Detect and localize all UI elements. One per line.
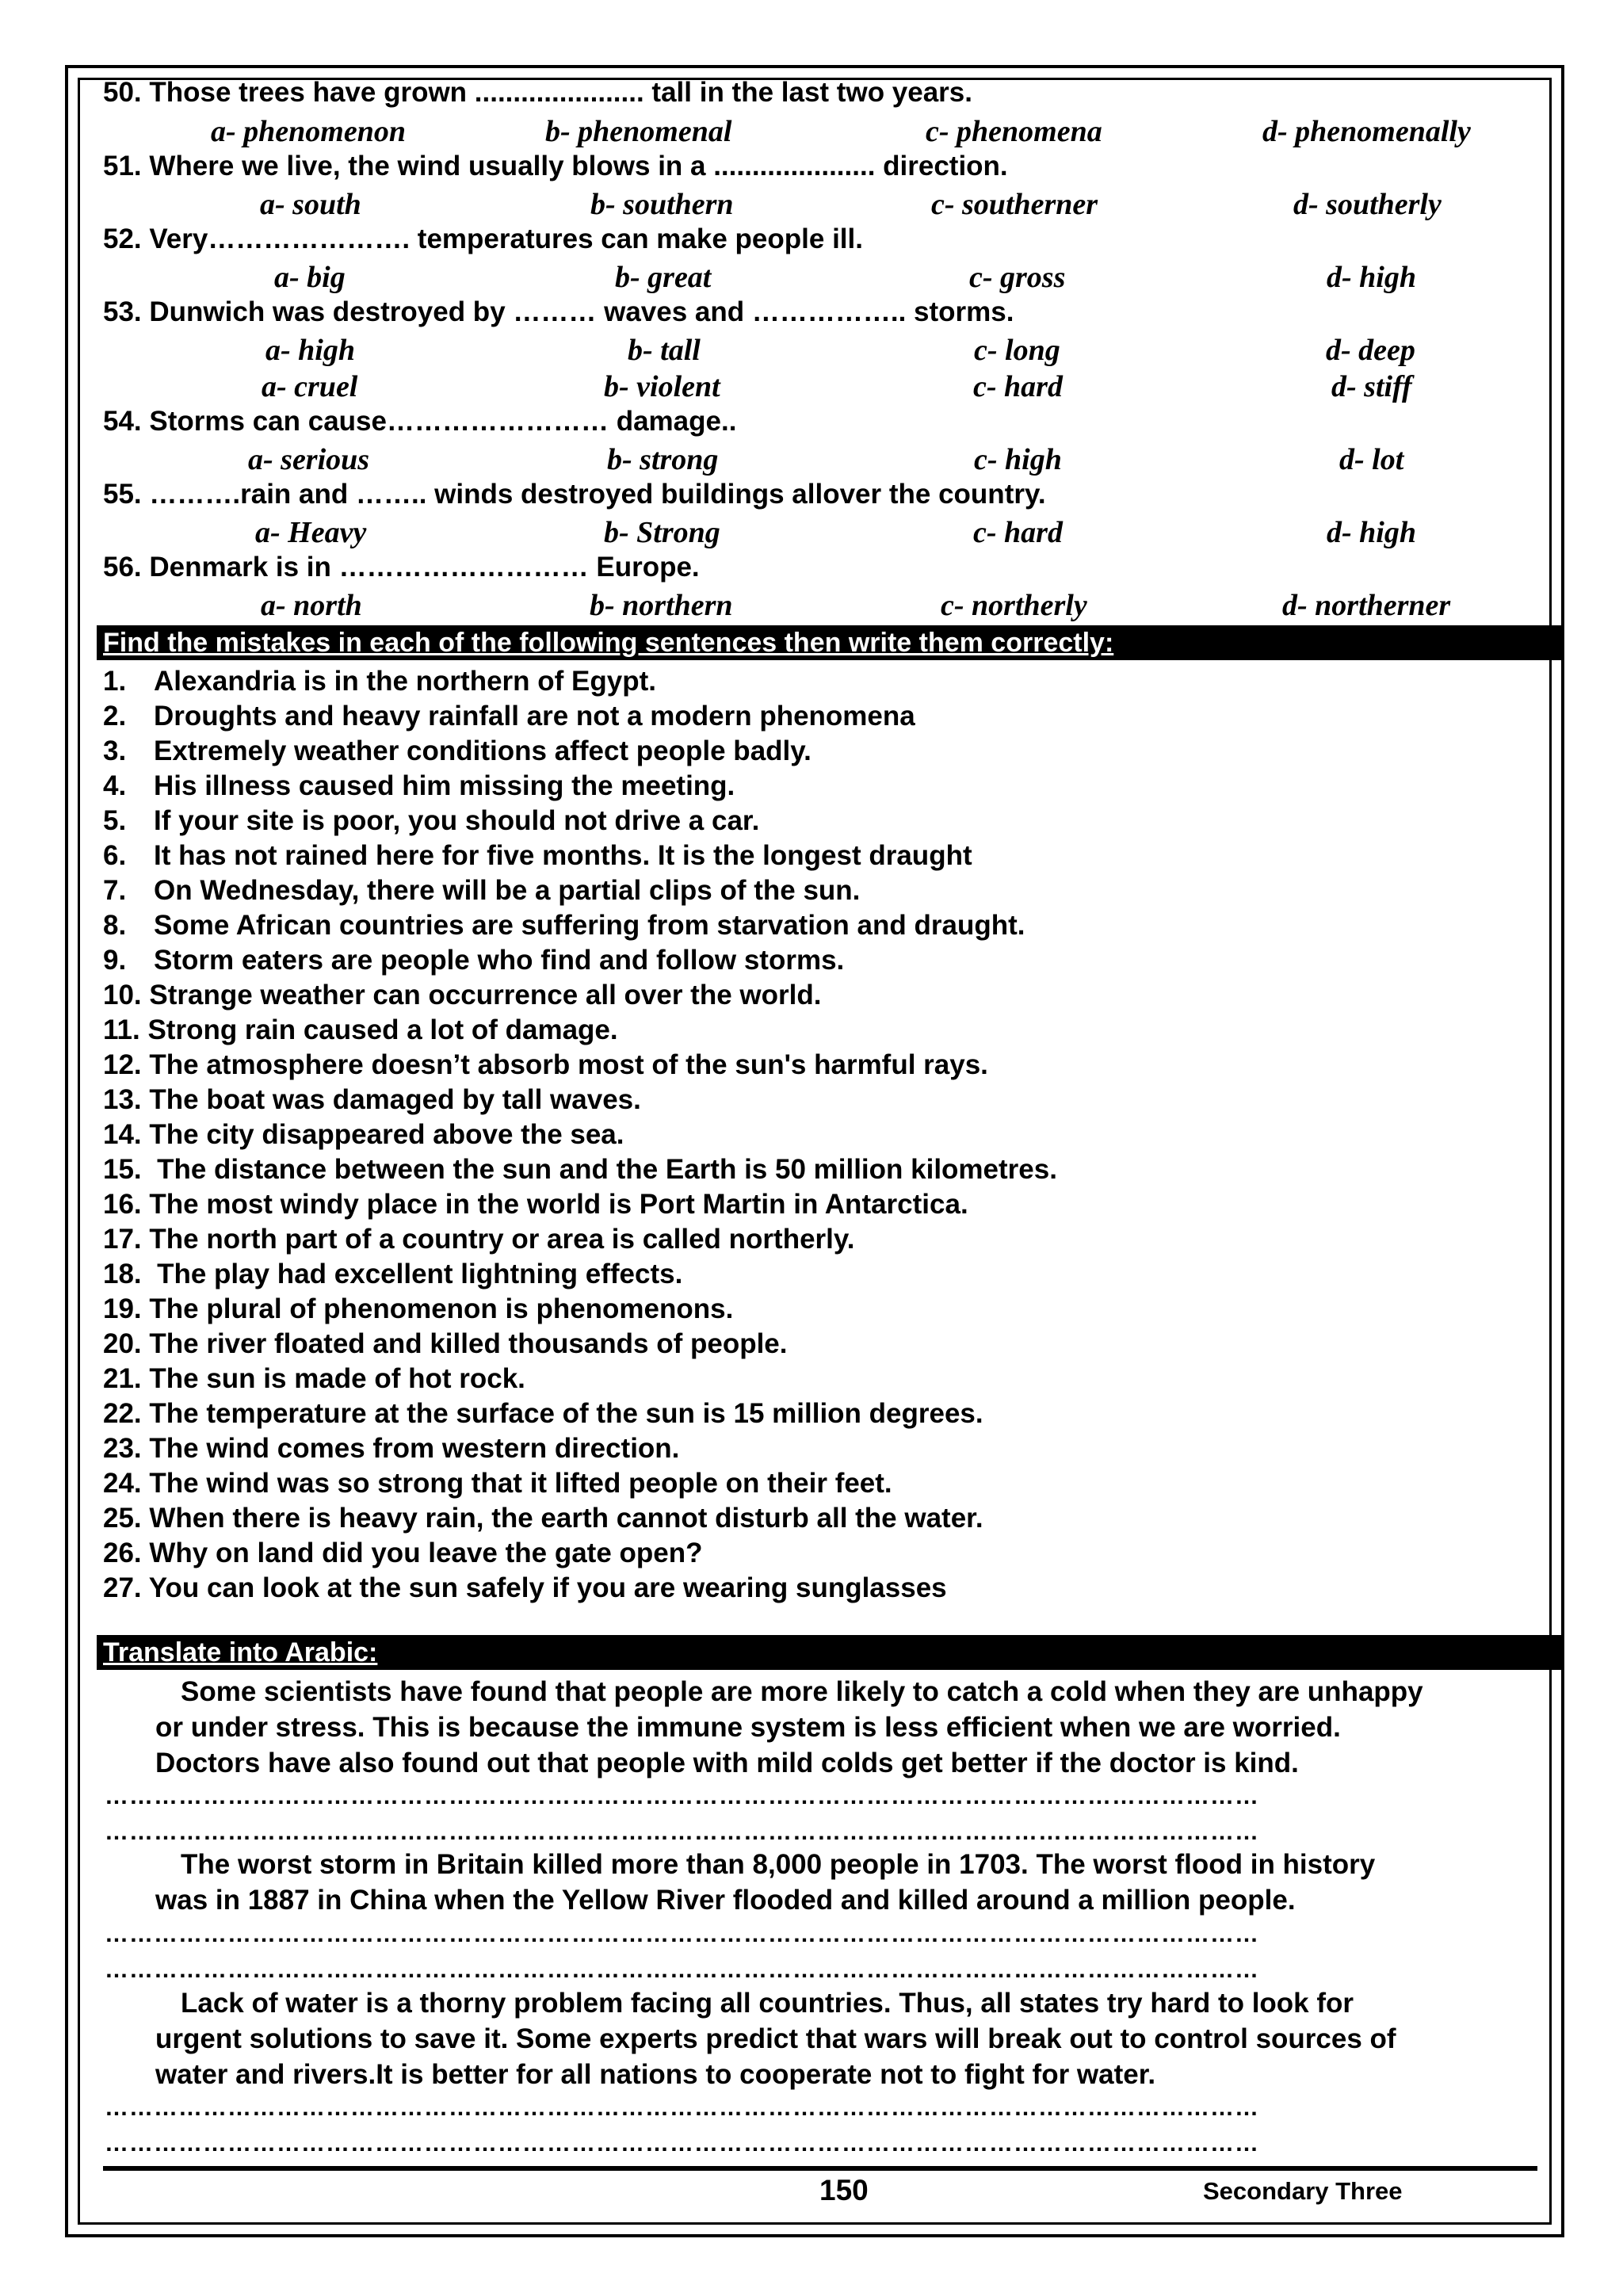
paragraph-line: Some scientists have found that people are more likely to catch a cold when they are unhappy bbox=[181, 1676, 1423, 1707]
list-item: 3. Extremely weather conditions affect people badly. bbox=[103, 735, 812, 766]
paragraph-line: urgent solutions to save it. Some experts predict that wars will break out to control sources of bbox=[155, 2023, 1396, 2054]
list-item: 20. The river floated and killed thousands of people. bbox=[103, 1328, 788, 1359]
option-d: d- northerner bbox=[1282, 589, 1451, 622]
list-item: 1. Alexandria is in the northern of Egypt. bbox=[103, 666, 656, 697]
list-item: 11. Strong rain caused a lot of damage. bbox=[103, 1014, 618, 1045]
list-item: 19. The plural of phenomenon is phenomenons. bbox=[103, 1293, 734, 1324]
option-a: a- high bbox=[265, 334, 355, 367]
option-c: c- hard bbox=[973, 516, 1063, 549]
option-d: d- deep bbox=[1326, 334, 1415, 367]
list-item: 27. You can look at the sun safely if you are wearing sunglasses bbox=[103, 1572, 947, 1603]
list-item: 8. Some African countries are suffering from starvation and draught. bbox=[103, 910, 1025, 941]
list-item: 14. The city disappeared above the sea. bbox=[103, 1119, 624, 1150]
list-item: 13. The boat was damaged by tall waves. bbox=[103, 1084, 641, 1115]
section-heading-mistakes: Find the mistakes in each of the following sentences then write them correctly: bbox=[97, 625, 1563, 660]
option-d: d- lot bbox=[1339, 443, 1404, 476]
footer-divider bbox=[103, 2166, 1537, 2171]
answer-line: …………………………………………………………………………………………………………………………… bbox=[105, 1819, 1259, 1845]
option-a: a- south bbox=[260, 188, 361, 221]
option-c: c- southerner bbox=[931, 188, 1098, 221]
paragraph-line: or under stress. This is because the immune system is less efficient when we are worried. bbox=[155, 1712, 1341, 1743]
option-c: c- northerly bbox=[941, 589, 1087, 622]
answer-line: …………………………………………………………………………………………………………………………… bbox=[105, 2095, 1259, 2121]
answer-line: …………………………………………………………………………………………………………………………… bbox=[105, 1783, 1259, 1809]
option-b: b- northern bbox=[590, 589, 733, 622]
option-d: d- stiff bbox=[1331, 370, 1412, 403]
option-d: d- southerly bbox=[1293, 188, 1442, 221]
list-item: 25. When there is heavy rain, the earth cannot disturb all the water. bbox=[103, 1503, 983, 1534]
option-c: c- hard bbox=[973, 370, 1063, 403]
option-c: c- high bbox=[974, 443, 1062, 476]
list-item: 24. The wind was so strong that it lifted people on their feet. bbox=[103, 1468, 892, 1499]
question-53: 53. Dunwich was destroyed by ……… waves and …………….. storms. bbox=[103, 296, 1014, 327]
option-b: b- southern bbox=[590, 188, 734, 221]
list-item: 7. On Wednesday, there will be a partial clips of the sun. bbox=[103, 875, 861, 906]
list-item: 26. Why on land did you leave the gate open? bbox=[103, 1538, 703, 1568]
question-54: 54. Storms can cause…………………… damage.. bbox=[103, 406, 737, 437]
list-item: 10. Strange weather can occurrence all over the world. bbox=[103, 980, 822, 1010]
option-a: a- serious bbox=[248, 443, 370, 476]
paragraph-line: The worst storm in Britain killed more than 8,000 people in 1703. The worst flood in history bbox=[181, 1849, 1376, 1880]
option-a: a- cruel bbox=[262, 370, 358, 403]
option-b: b- phenomenal bbox=[545, 115, 732, 148]
list-item: 17. The north part of a country or area is called northerly. bbox=[103, 1224, 855, 1255]
list-item: 2. Droughts and heavy rainfall are not a modern phenomena bbox=[103, 701, 915, 732]
answer-line: …………………………………………………………………………………………………………………………… bbox=[105, 2130, 1259, 2157]
list-item: 4. His illness caused him missing the meeting. bbox=[103, 770, 735, 801]
footer-label: Secondary Three bbox=[1203, 2177, 1403, 2205]
paragraph-line: Doctors have also found out that people with mild colds get better if the doctor is kind. bbox=[155, 1748, 1299, 1778]
question-56: 56. Denmark is in ……………………… Europe. bbox=[103, 552, 700, 583]
list-item: 22. The temperature at the surface of the sun is 15 million degrees. bbox=[103, 1398, 983, 1429]
list-item: 18. The play had excellent lightning effects. bbox=[103, 1259, 683, 1289]
list-item: 23. The wind comes from western direction. bbox=[103, 1433, 680, 1464]
question-52: 52. Very…………………. temperatures can make people ill. bbox=[103, 223, 863, 254]
list-item: 6. It has not rained here for five months. It is the longest draught bbox=[103, 840, 972, 871]
option-b: b- violent bbox=[604, 370, 720, 403]
paragraph-line: water and rivers.It is better for all nations to cooperate not to fight for water. bbox=[155, 2059, 1156, 2090]
option-a: a- Heavy bbox=[255, 516, 367, 549]
answer-line: …………………………………………………………………………………………………………………………… bbox=[105, 1921, 1259, 1947]
answer-line: …………………………………………………………………………………………………………………………… bbox=[105, 1957, 1259, 1983]
question-55: 55. ……….rain and …….. winds destroyed buildings allover the country. bbox=[103, 479, 1046, 510]
option-a: a- north bbox=[261, 589, 362, 622]
option-d: d- phenomenally bbox=[1262, 115, 1471, 148]
list-item: 12. The atmosphere doesn’t absorb most of the sun's harmful rays. bbox=[103, 1049, 988, 1080]
list-item: 16. The most windy place in the world is Port Martin in Antarctica. bbox=[103, 1189, 968, 1220]
option-c: c- phenomena bbox=[926, 115, 1102, 148]
option-b: b- Strong bbox=[604, 516, 720, 549]
list-item: 9. Storm eaters are people who find and follow storms. bbox=[103, 945, 845, 976]
question-50: 50. Those trees have grown ...................... tall in the last two years. bbox=[103, 77, 972, 108]
option-a: a- big bbox=[274, 261, 346, 294]
option-c: c- long bbox=[974, 334, 1060, 367]
option-d: d- high bbox=[1327, 516, 1416, 549]
option-a: a- phenomenon bbox=[211, 115, 406, 148]
option-b: b- great bbox=[615, 261, 712, 294]
page-number: 150 bbox=[819, 2174, 869, 2206]
option-c: c- gross bbox=[969, 261, 1066, 294]
paragraph-line: Lack of water is a thorny problem facing all countries. Thus, all states try hard to look for bbox=[181, 1988, 1354, 2019]
list-item: 21. The sun is made of hot rock. bbox=[103, 1363, 525, 1394]
list-item: 5. If your site is poor, you should not drive a car. bbox=[103, 805, 760, 836]
list-item: 15. The distance between the sun and the Earth is 50 million kilometres. bbox=[103, 1154, 1057, 1185]
option-b: b- tall bbox=[628, 334, 701, 367]
section-heading-translate: Translate into Arabic: bbox=[97, 1635, 1563, 1670]
option-d: d- high bbox=[1327, 261, 1416, 294]
option-b: b- strong bbox=[607, 443, 719, 476]
question-51: 51. Where we live, the wind usually blows in a ..................... direction. bbox=[103, 151, 1008, 181]
paragraph-line: was in 1887 in China when the Yellow River flooded and killed around a million people. bbox=[155, 1885, 1296, 1916]
